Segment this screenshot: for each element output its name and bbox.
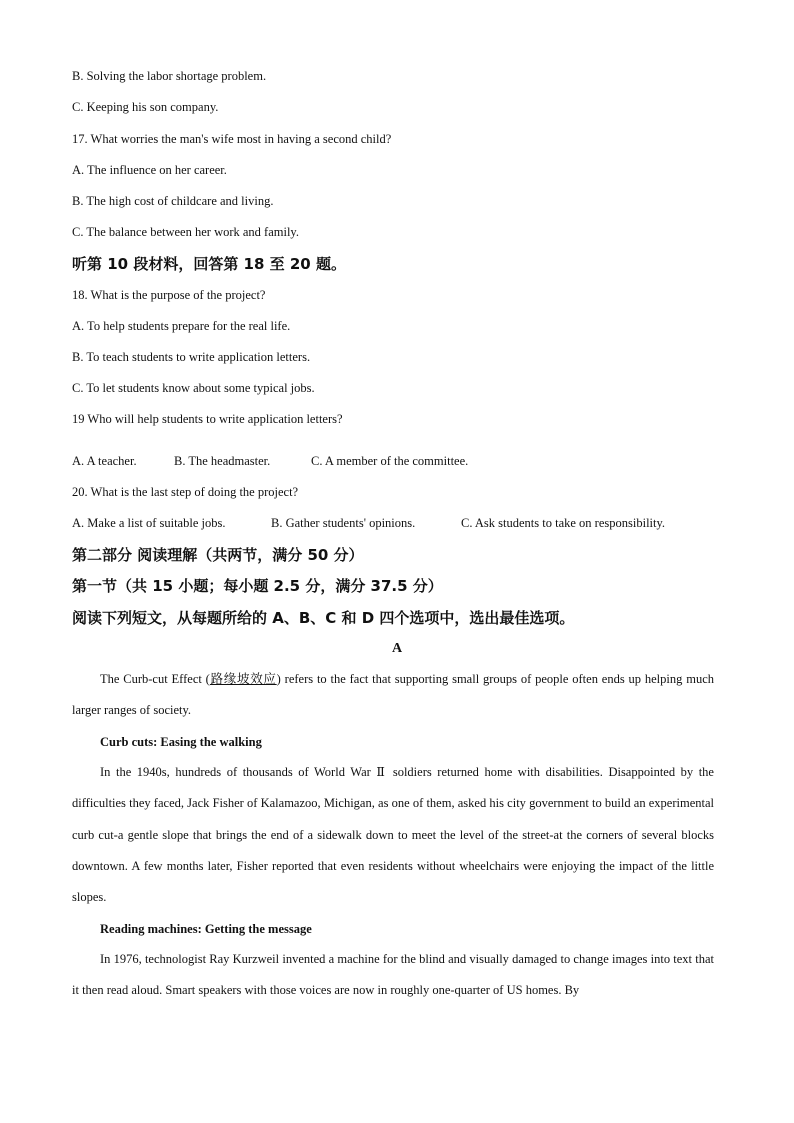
- q17-option-a: A. The influence on her career.: [72, 163, 227, 177]
- reading-instruction: 阅读下列短文，从每题所给的 A、B、C 和 D 四个选项中，选出最佳选项。: [72, 609, 575, 627]
- subheading-curb-cuts: Curb cuts: Easing the walking: [100, 735, 262, 749]
- q19-option-b: B. The headmaster.: [174, 454, 271, 468]
- intro-pre: The Curb-cut Effect (: [100, 672, 210, 686]
- q18-option-a: A. To help students prepare for the real life.: [72, 319, 291, 333]
- intro-term: 路缘坡效应: [209, 672, 277, 686]
- q19-option-c: C. A member of the committee.: [311, 454, 469, 468]
- para2-text: In 1976, technologist Ray Kurzweil invented a machine for the blind and visually damaged to change images into text that it then read aloud. Smart speakers with those voices are now in roughly one-quarter of US homes. By: [72, 952, 714, 998]
- q16-option-b: B. Solving the labor shortage problem.: [72, 69, 267, 83]
- q19-option-a: A. A teacher.: [72, 454, 137, 468]
- q19-question: 19 Who will help students to write application letters?: [72, 412, 343, 426]
- q17-question: 17. What worries the man's wife most in having a second child?: [72, 132, 392, 146]
- passage-label: A: [391, 641, 403, 656]
- intro-post: ) refers to the fact that supporting small groups of people often ends up helping much larger ranges of society.: [72, 672, 714, 718]
- part2-title: 第二部分 阅读理解（共两节，满分 50 分）: [72, 546, 364, 564]
- q16-option-c: C. Keeping his son company.: [72, 100, 219, 114]
- section10-instruction: 听第 10 段材料，回答第 18 至 20 题。: [72, 255, 346, 273]
- passage-para1: [72, 757, 714, 913]
- section1-title: 第一节（共 15 小题；每小题 2.5 分，满分 37.5 分）: [72, 577, 443, 595]
- q18-option-b: B. To teach students to write application letters.: [72, 350, 311, 364]
- q20-option-a: A. Make a list of suitable jobs.: [72, 516, 226, 530]
- q20-option-b: B. Gather students' opinions.: [271, 516, 416, 530]
- q18-option-c: C. To let students know about some typical jobs.: [72, 381, 315, 395]
- passage-para2: [72, 944, 714, 1007]
- q20-option-c: C. Ask students to take on responsibility.: [461, 516, 666, 530]
- q20-question: 20. What is the last step of doing the project?: [72, 485, 299, 499]
- para1-text: In the 1940s, hundreds of thousands of World War Ⅱ soldiers returned home with disabilities. Disappointed by the difficulties they faced, Jack Fisher of Kalamazoo, Michigan, as one of them, asked his city government to build an experimental curb cut-a gentle slope that brings the end of a sidewalk down to meet the level of the street-at the corners of several blocks downtown. A few months later, Fisher reported that even residents without wheelchairs were enjoying the impact of the little slopes.: [72, 765, 714, 905]
- q18-question: 18. What is the purpose of the project?: [72, 288, 266, 302]
- subheading-reading-machines: Reading machines: Getting the message: [100, 922, 312, 936]
- passage-intro: [72, 664, 714, 727]
- q17-option-b: B. The high cost of childcare and living.: [72, 194, 274, 208]
- q17-option-c: C. The balance between her work and family.: [72, 225, 299, 239]
